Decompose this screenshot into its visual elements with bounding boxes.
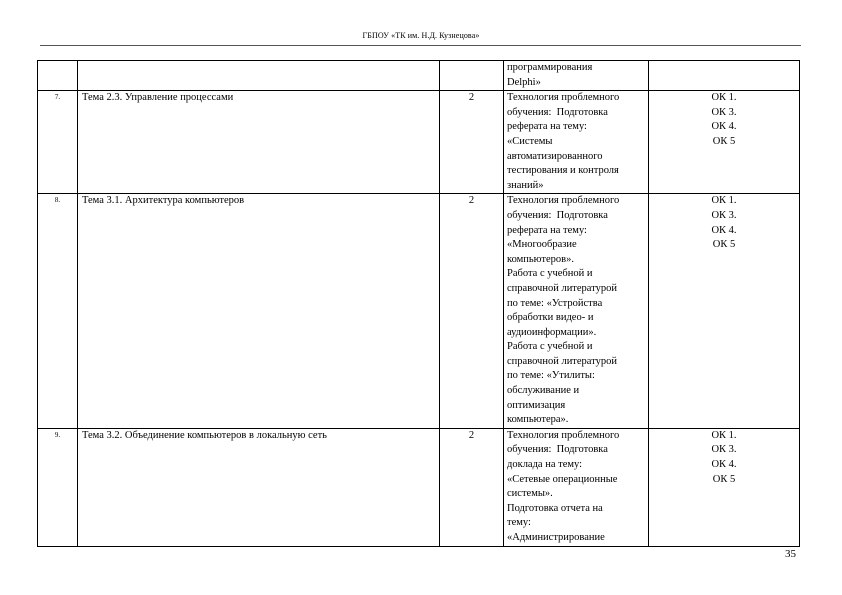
table-row (38, 194, 800, 429)
table-row (38, 428, 800, 546)
competencies-cell (649, 91, 800, 194)
row-number (38, 61, 78, 91)
header-divider (40, 45, 801, 46)
competencies-cell (649, 194, 800, 429)
table-row (38, 61, 800, 91)
hours-cell: 2 (440, 428, 504, 546)
competency-code: ОК 1. (711, 195, 737, 207)
competency-code: ОК 3. (711, 444, 737, 456)
competency-code: ОК 1. (711, 429, 737, 441)
activity-cell: Технология проблемного обучения: Подготовка доклада на тему: «Сетевые операционные системы». Подготовка отчета на тему: «Администрирование (504, 428, 649, 546)
competency-code: ОК 3. (711, 209, 737, 221)
competency-code: ОК 4. (711, 224, 737, 236)
curriculum-table (37, 60, 800, 547)
competency-code: ОК 5 (712, 239, 736, 251)
competency-code: ОК 4. (711, 121, 737, 133)
hours-cell: 2 (440, 91, 504, 194)
competency-code: ОК 1. (711, 92, 737, 104)
competency-code: ОК 5 (712, 135, 736, 147)
hours-cell (440, 61, 504, 91)
topic-cell: Тема 2.3. Управление процессами (78, 91, 440, 194)
table-row (38, 91, 800, 194)
hours-cell: 2 (440, 194, 504, 429)
activity-cell: Технология проблемного обучения: Подготовка реферата на тему: «Многообразие компьютеров». Работа с учебной и справочной литературой по теме: «Устройства обработки видео- и аудиоинформации». Работа с учебной и справочной литературой по теме: «Утилиты: обслуживание и оптимизация компьютера». (504, 194, 649, 429)
activity-cell: Технология проблемного обучения: Подготовка реферата на тему: «Системы автоматизированного тестирования и контроля знаний» (504, 91, 649, 194)
activity-cell: программирования Delphi» (504, 61, 649, 91)
page-number: 35 (785, 548, 796, 560)
topic-cell: Тема 3.2. Объединение компьютеров в локальную сеть (78, 428, 440, 546)
competencies-cell (649, 428, 800, 546)
topic-cell: Тема 3.1. Архитектура компьютеров (78, 194, 440, 429)
row-number: 9. (38, 428, 78, 546)
competency-code: ОК 5 (712, 473, 736, 485)
row-number: 8. (38, 194, 78, 429)
document-header: ГБПОУ «ТК им. Н.Д. Кузнецова» (362, 31, 480, 40)
competency-code: ОК 4. (711, 459, 737, 471)
row-number: 7. (38, 91, 78, 194)
competencies-cell (649, 61, 800, 91)
topic-cell (78, 61, 440, 91)
competency-code: ОК 3. (711, 106, 737, 118)
